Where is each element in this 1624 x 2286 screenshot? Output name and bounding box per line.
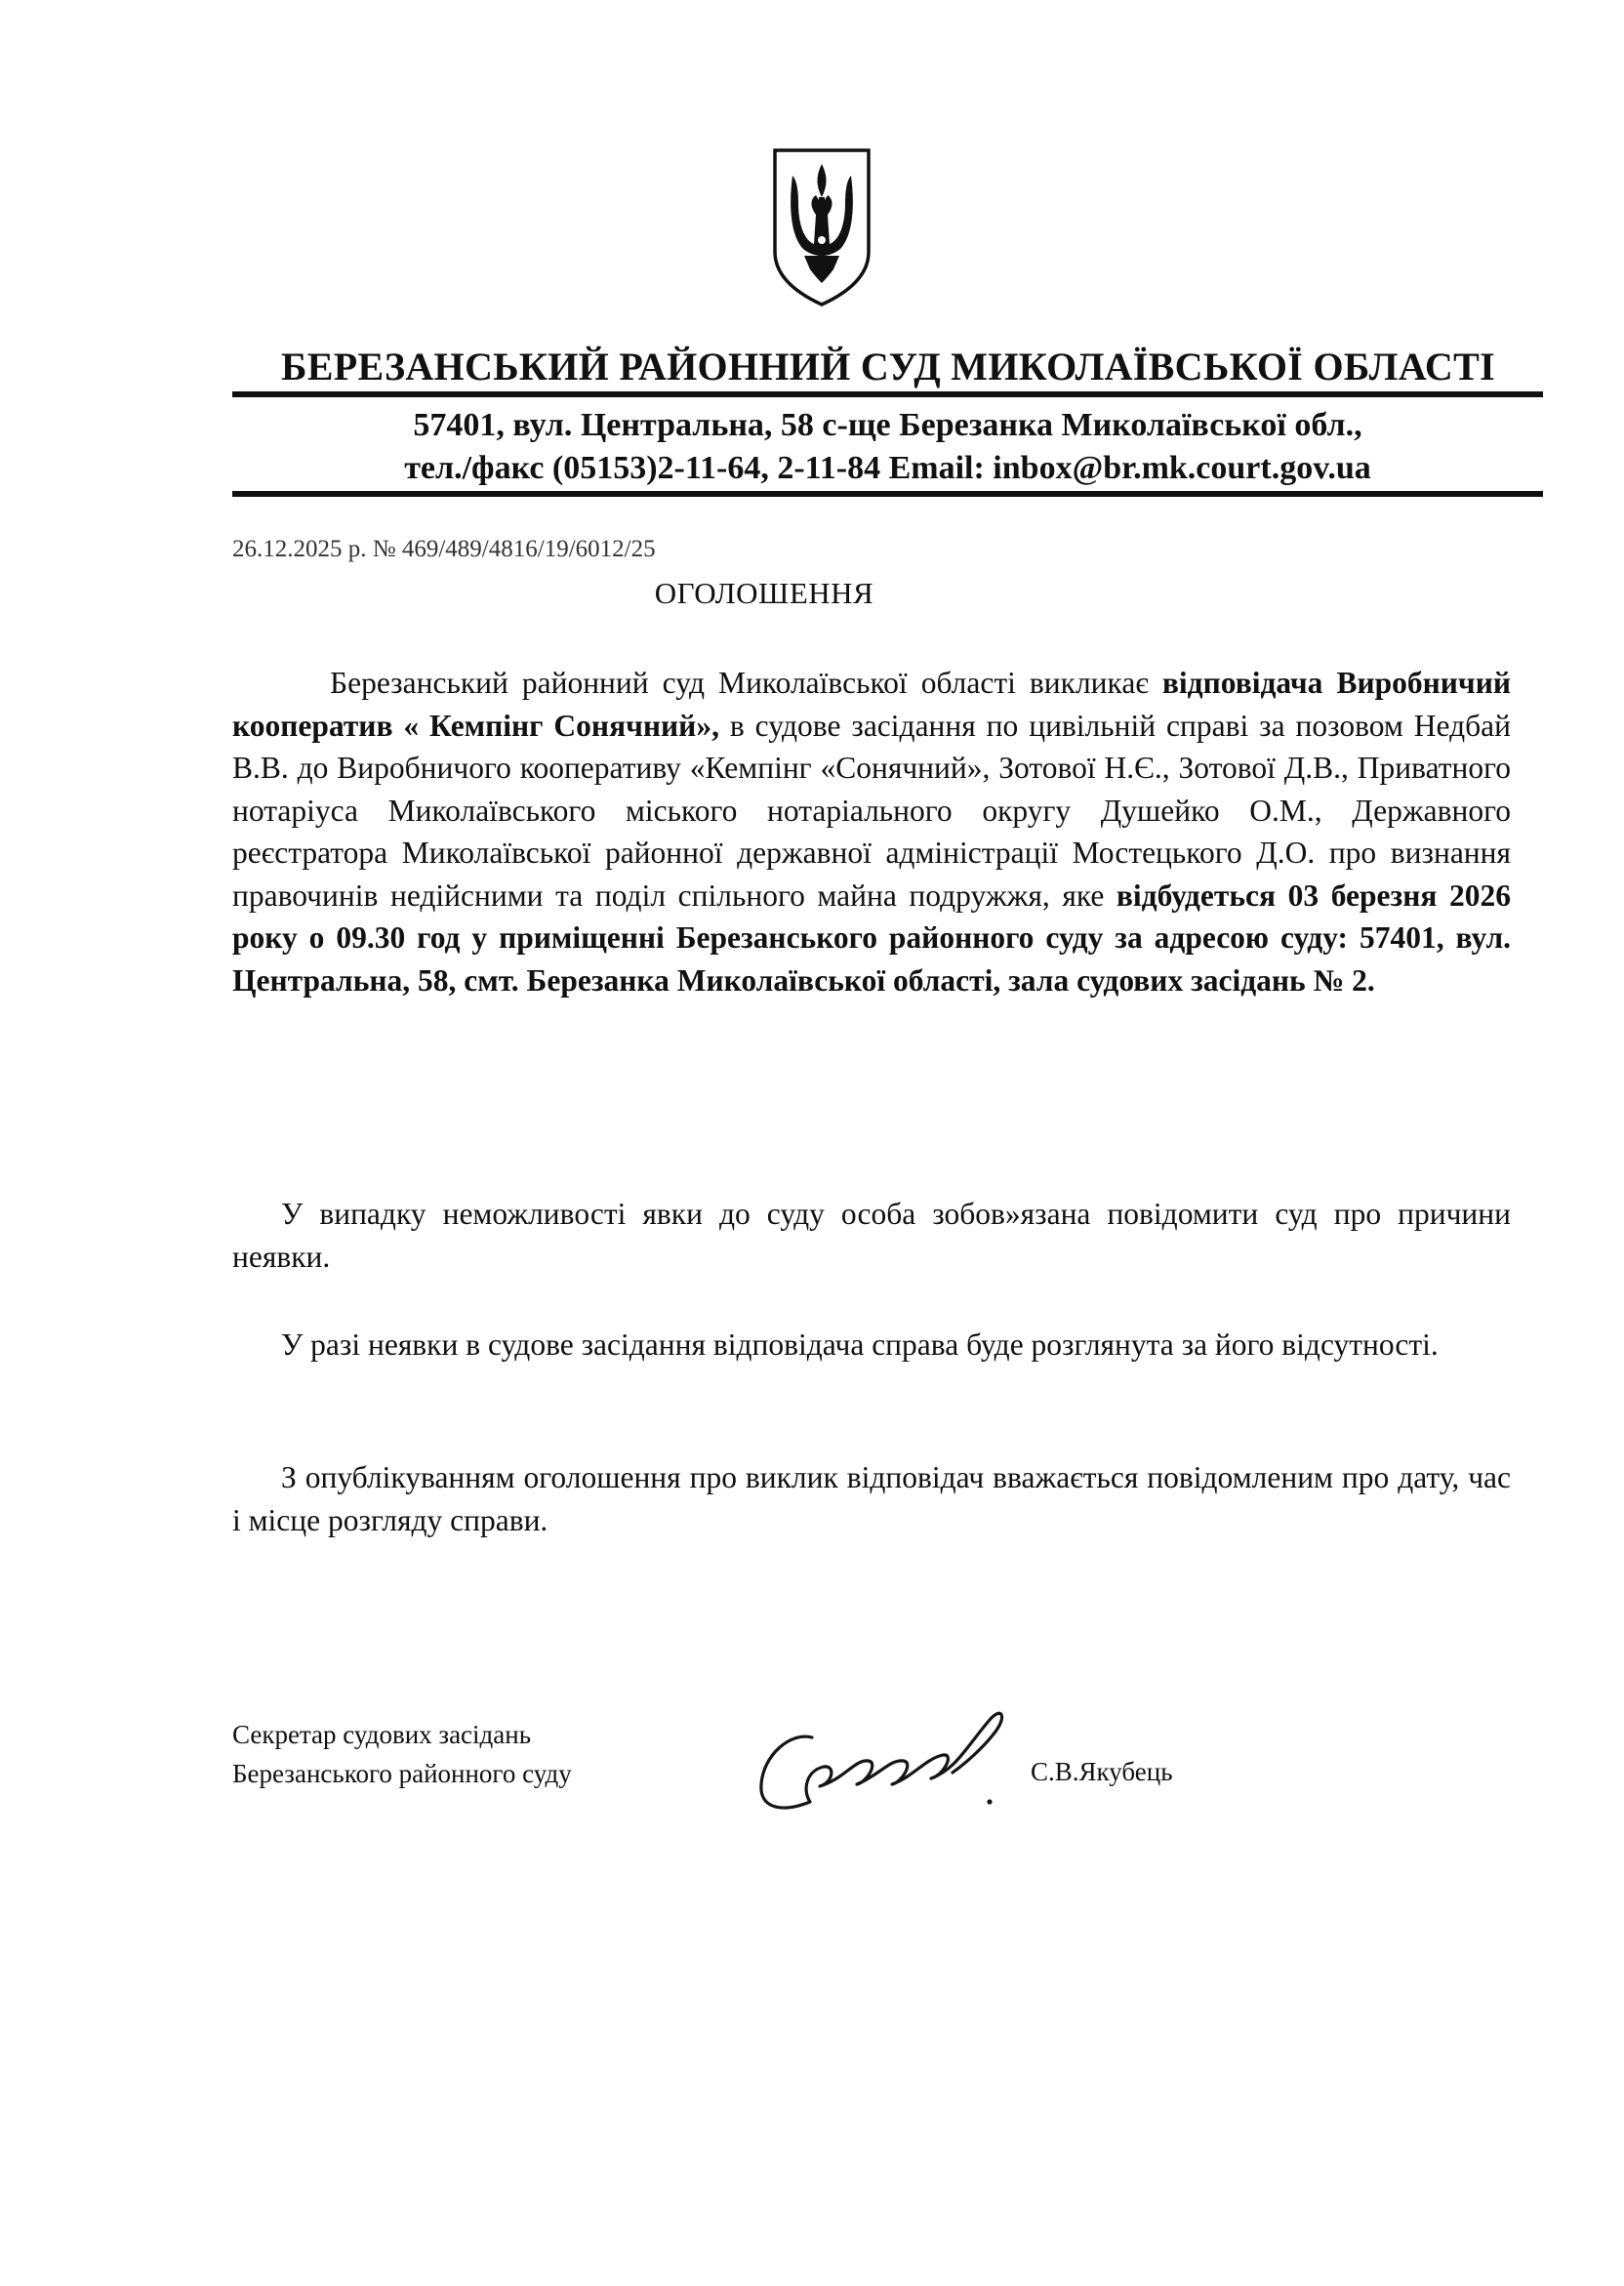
p1-hearing-details: відбудеться 03 березня 2026 року о 09.30 год у приміщенні Березанського районного суду за адресою суду: 57401, вул. Центральна, 58, смт. Березанка Миколаївської області, зала судових засідань № 2.	[232, 878, 1511, 998]
signatory-role-line-2: Березанського районного суду	[232, 1759, 572, 1788]
address-line-1: 57401, вул. Центральна, 58 с-ще Березанка Миколаївської обл.,	[413, 407, 1362, 443]
registration-number: 26.12.2025 р. № 469/489/4816/19/6012/25	[232, 536, 656, 562]
document-title: ОГОЛОШЕННЯ	[654, 576, 874, 610]
p1-intro: Березанський районний суд Миколаївської області викликає	[330, 666, 1149, 700]
court-address	[232, 404, 1543, 490]
notice-paragraph-3: У разі неявки в судове засідання відповідача справа буде розглянута за його відсутності.	[281, 1327, 1439, 1362]
header-rule-top	[232, 391, 1543, 397]
signatory-role-line-1: Секретар судових засідань	[232, 1720, 532, 1749]
signatory-role	[232, 1715, 572, 1793]
header-rule-bottom	[232, 491, 1543, 497]
signatory-name: С.В.Якубець	[1031, 1757, 1173, 1786]
p1-case-details: в судове засідання по цивільній справі за позовом Недбай В.В. до Виробничого кооперативу «Кемпінг «Сонячний», Зотової Н.Є., Зотової Д.В., Приватного нотаріуса Миколаївського міського нотаріального округу Душейко О.М., Державного реєстратора Миколаївської районної державної адміністрації Мостецького Д.О. про визнання правочинів недійсними та поділ спільного майна подружжя, яке	[232, 708, 1511, 913]
notice-paragraph-2: У випадку неможливості явки до суду особа зобов»язана повідомити суд про причини неявки.	[232, 1197, 1511, 1274]
notice-paragraph-4: З опублікуванням оголошення про виклик відповідач вважається повідомленим про дату, час і місце розгляду справи.	[232, 1460, 1511, 1537]
address-line-2: тел./факс (05153)2-11-64, 2-11-84 Email: inbox@br.mk.court.gov.ua	[404, 450, 1371, 486]
p1-defendant: відповідача Виробничий кооператив « Кемпінг Сонячний»,	[232, 666, 1511, 743]
court-name: БЕРЕЗАНСЬКИЙ РАЙОННИЙ СУД МИКОЛАЇВСЬКОЇ ОБЛАСТІ	[281, 345, 1495, 388]
coat-of-arms-icon	[769, 146, 874, 308]
notice-paragraph-1	[232, 662, 1511, 1001]
handwritten-signature	[751, 1677, 1074, 1823]
